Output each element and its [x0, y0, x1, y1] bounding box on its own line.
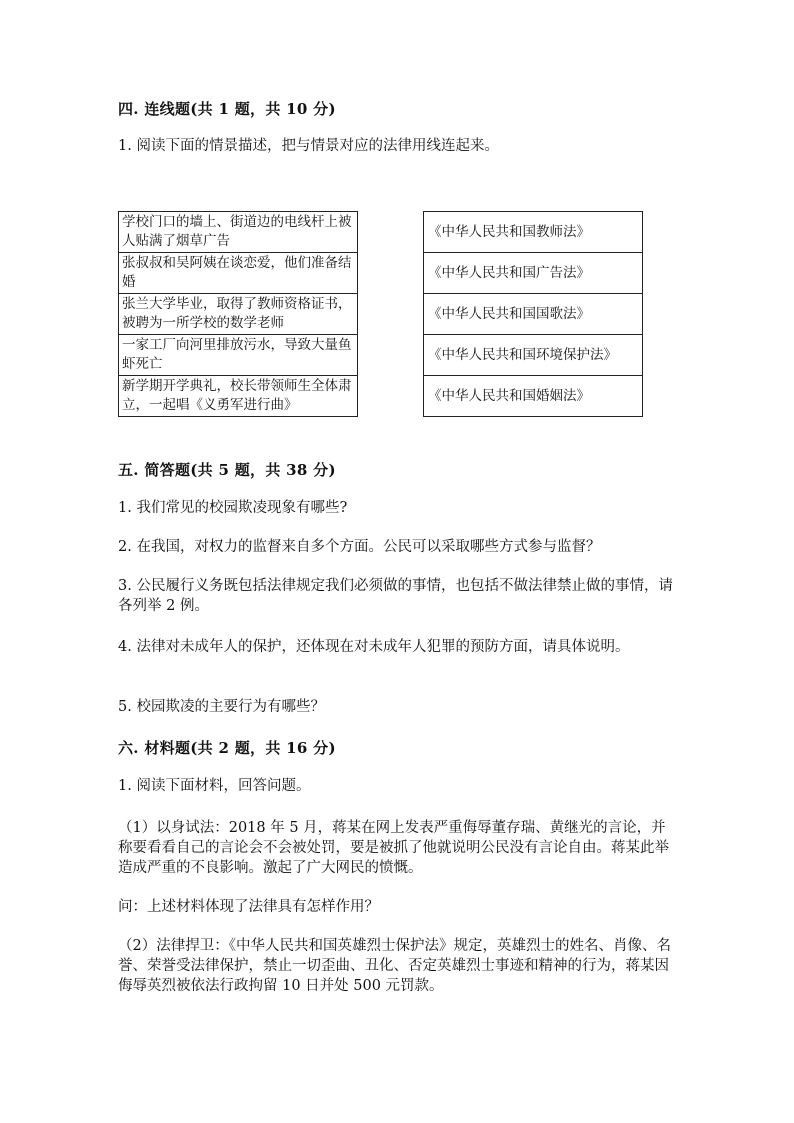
law-row	[424, 294, 643, 335]
section-6-title: 六. 材料题(共 2 题，共 16 分)	[118, 739, 336, 757]
material-2: （2）法律捍卫：《中华人民共和国英雄烈士保护法》规定，英雄烈士的姓名、肖像、名誉、荣誉受法律保护，禁止一切歪曲、丑化、否定英雄烈士事迹和精神的行为，蒋某因侮辱英烈被依法行政拘留 10 日并处 500 元罚款。	[118, 938, 671, 994]
law-row	[424, 212, 643, 253]
scene-cell[interactable]: 张叔叔和吴阿姨在谈恋爱，他们准备结婚	[119, 253, 358, 294]
law-cell[interactable]: 《中华人民共和国国歌法》	[424, 294, 643, 335]
scene-table	[118, 211, 358, 417]
scene-cell[interactable]: 新学期开学典礼，校长带领师生全体肃立，一起唱《义勇军进行曲》	[119, 376, 358, 417]
question-5-1: 1. 我们常见的校园欺凌现象有哪些?	[118, 500, 348, 516]
section-5-title: 五. 简答题(共 5 题，共 38 分)	[118, 461, 336, 479]
material-question: 问：上述材料体现了法律具有怎样作用？	[118, 899, 379, 915]
scene-cell[interactable]: 学校门口的墙上、街道边的电线杆上被人贴满了烟草广告	[119, 212, 358, 253]
material-1: （1）以身试法：2018 年 5 月，蒋某在网上发表严重侮辱董存瑞、黄继光的言论，并称要看看自己的言论会不会被处罚，要是被抓了他就说明公民没有言论自由。蒋某此举造成严重的不良影响。激起了广大网民的愤慨。	[118, 820, 669, 876]
law-table	[423, 211, 643, 417]
scene-row	[119, 376, 358, 417]
section-4-title: 四. 连线题(共 1 题，共 10 分)	[118, 100, 336, 118]
question-5-3: 3. 公民履行义务既包括法律规定我们必须做的事情，也包括不做法律禁止做的事情，请各列举 2 例。	[118, 578, 673, 614]
law-cell[interactable]: 《中华人民共和国环境保护法》	[424, 335, 643, 376]
law-cell[interactable]: 《中华人民共和国教师法》	[424, 212, 643, 253]
scene-row	[119, 294, 358, 335]
law-row	[424, 253, 643, 294]
scene-cell[interactable]: 张兰大学毕业，取得了教师资格证书，被聘为一所学校的数学老师	[119, 294, 358, 335]
question-5-4: 4. 法律对未成年人的保护，还体现在对未成年人犯罪的预防方面，请具体说明。	[118, 639, 630, 655]
question-5-5: 5. 校园欺凌的主要行为有哪些？	[118, 699, 325, 715]
question-4-1: 1. 阅读下面的情景描述，把与情景对应的法律用线连起来。	[118, 138, 499, 154]
scene-row	[119, 335, 358, 376]
law-row	[424, 335, 643, 376]
question-5-2: 2. 在我国，对权力的监督来自多个方面。公民可以采取哪些方式参与监督？	[118, 539, 601, 555]
scene-row	[119, 212, 358, 253]
question-6-1: 1. 阅读下面材料，回答问题。	[118, 778, 311, 794]
law-row	[424, 376, 643, 417]
law-cell[interactable]: 《中华人民共和国婚姻法》	[424, 376, 643, 417]
scene-row	[119, 253, 358, 294]
scene-cell[interactable]: 一家工厂向河里排放污水，导致大量鱼虾死亡	[119, 335, 358, 376]
law-cell[interactable]: 《中华人民共和国广告法》	[424, 253, 643, 294]
